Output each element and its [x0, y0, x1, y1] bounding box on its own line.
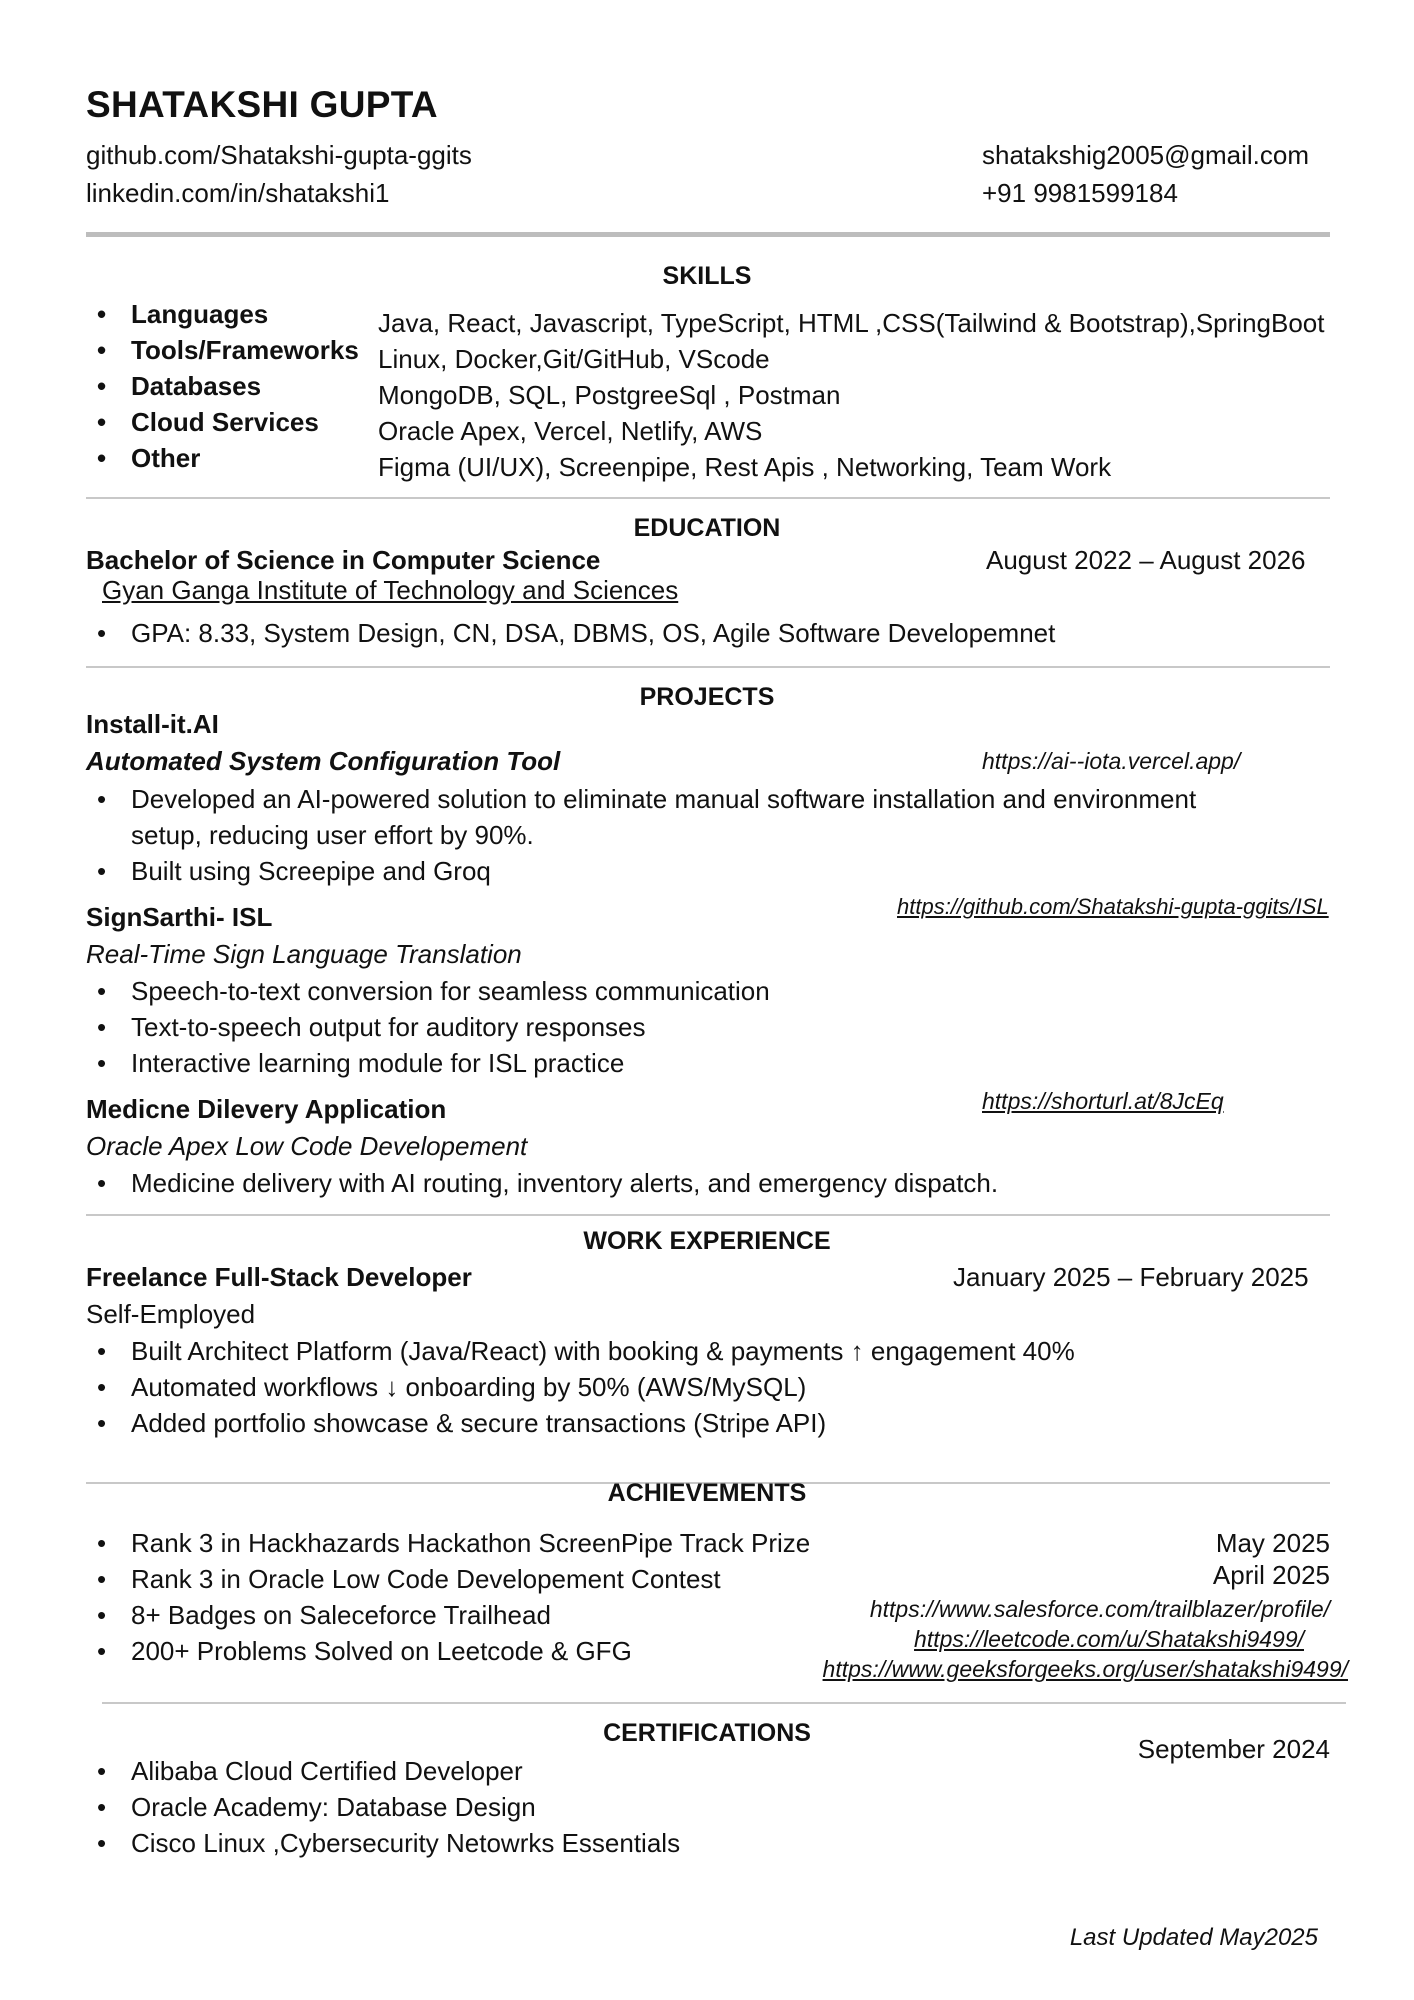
certification-date: September 2024: [1137, 1734, 1330, 1764]
education-divider: [86, 666, 1330, 668]
education-detail: • GPA: 8.33, System Design, CN, DSA, DBMS, OS, Agile Software Developemnet: [131, 618, 1055, 649]
gfg-link[interactable]: https://www.geeksforgeeks.org/user/shatakshi9499/: [822, 1656, 1348, 1682]
work-title: Freelance Full-Stack Developer: [86, 1262, 472, 1292]
skill-value-languages: Java, React, Javascript, TypeScript, HTML ,CSS(Tailwind & Bootstrap),SpringBoot: [378, 308, 1325, 338]
github-link[interactable]: github.com/Shatakshi-gupta-ggits: [86, 140, 472, 170]
project-link-install-it[interactable]: https://ai--iota.vercel.app/: [982, 748, 1241, 774]
certification-2: • Oracle Academy: Database Design: [131, 1792, 536, 1823]
achievement-3: • 8+ Badges on Saleceforce Trailhead: [131, 1600, 551, 1631]
project-bullet-medicine-1: • Medicine delivery with AI routing, inventory alerts, and emergency dispatch.: [131, 1168, 998, 1199]
skill-label-databases: • Databases: [131, 371, 261, 402]
certification-3: • Cisco Linux ,Cybersecurity Netowrks Essentials: [131, 1828, 680, 1859]
work-bullet-2: • Automated workflows ↓ onboarding by 50% (AWS/MySQL): [131, 1372, 806, 1403]
leetcode-link[interactable]: https://leetcode.com/u/Shatakshi9499/: [914, 1626, 1304, 1652]
projects-heading: PROJECTS: [639, 683, 775, 711]
phone-number: +91 9981599184: [982, 178, 1178, 208]
skill-label-cloud: • Cloud Services: [131, 407, 319, 438]
skill-label-other: • Other: [131, 443, 200, 474]
project-bullet-signsarthi-2: • Text-to-speech output for auditory responses: [131, 1012, 646, 1043]
achievement-1: • Rank 3 in Hackhazards Hackathon ScreenPipe Track Prize: [131, 1528, 810, 1559]
project-link-medicine[interactable]: https://shorturl.at/8JcEq: [982, 1088, 1224, 1114]
salesforce-link[interactable]: https://www.salesforce.com/trailblazer/profile/: [869, 1596, 1330, 1622]
skills-heading: SKILLS: [662, 262, 752, 290]
project-bullet-install-it-1b: setup, reducing user effort by 90%.: [131, 820, 534, 850]
last-updated-note: Last Updated May2025: [1069, 1924, 1318, 1951]
education-dates: August 2022 – August 2026: [986, 545, 1306, 575]
degree-title: Bachelor of Science in Computer Science: [86, 545, 601, 575]
project-subtitle-signsarthi: Real-Time Sign Language Translation: [86, 939, 522, 969]
project-bullet-signsarthi-3: • Interactive learning module for ISL practice: [131, 1048, 624, 1079]
skill-value-other: Figma (UI/UX), Screenpipe, Rest Apis , Networking, Team Work: [378, 452, 1112, 482]
linkedin-link[interactable]: linkedin.com/in/shatakshi1: [86, 178, 390, 208]
certifications-heading: CERTIFICATIONS: [603, 1719, 811, 1747]
institute-name[interactable]: Gyan Ganga Institute of Technology and Sciences: [102, 575, 679, 605]
education-heading: EDUCATION: [633, 514, 781, 542]
achievements-divider: [102, 1702, 1346, 1704]
skill-value-databases: MongoDB, SQL, PostgreeSql , Postman: [378, 380, 841, 410]
work-heading: WORK EXPERIENCE: [583, 1227, 831, 1255]
work-dates: January 2025 – February 2025: [953, 1262, 1309, 1292]
project-bullet-install-it-2: • Built using Screepipe and Groq: [131, 856, 491, 887]
certification-1: • Alibaba Cloud Certified Developer: [131, 1756, 523, 1787]
header-divider: [86, 232, 1330, 237]
achievement-1-date: May 2025: [1215, 1528, 1330, 1558]
skills-divider: [86, 497, 1330, 499]
project-title-signsarthi: SignSarthi- ISL: [86, 902, 273, 932]
achievement-2-date: April 2025: [1212, 1560, 1330, 1590]
achievement-2: • Rank 3 in Oracle Low Code Developement Contest: [131, 1564, 721, 1595]
skill-label-tools: • Tools/Frameworks: [131, 335, 359, 366]
project-link-signsarthi[interactable]: https://github.com/Shatakshi-gupta-ggits/ISL: [897, 894, 1329, 919]
project-subtitle-medicine: Oracle Apex Low Code Developement: [86, 1131, 528, 1161]
achievements-heading: ACHIEVEMENTS: [607, 1479, 807, 1507]
project-title-medicine: Medicne Dilevery Application: [86, 1094, 447, 1124]
work-bullet-3: • Added portfolio showcase & secure transactions (Stripe API): [131, 1408, 826, 1439]
candidate-name: SHATAKSHI GUPTA: [86, 84, 438, 125]
projects-divider: [86, 1214, 1330, 1216]
work-bullet-1: • Built Architect Platform (Java/React) with booking & payments ↑ engagement 40%: [131, 1336, 1075, 1367]
skill-label-languages: • Languages: [131, 299, 268, 330]
project-subtitle-install-it: Automated System Configuration Tool: [86, 746, 561, 776]
skill-value-tools: Linux, Docker,Git/GitHub, VScode: [378, 344, 770, 374]
achievement-4: • 200+ Problems Solved on Leetcode & GFG: [131, 1636, 632, 1667]
work-company: Self-Employed: [86, 1299, 256, 1329]
email-link[interactable]: shatakshig2005@gmail.com: [982, 140, 1310, 170]
project-title-install-it: Install-it.AI: [86, 709, 219, 739]
project-bullet-signsarthi-1: • Speech-to-text conversion for seamless communication: [131, 976, 770, 1007]
skill-value-cloud: Oracle Apex, Vercel, Netlify, AWS: [378, 416, 763, 446]
project-bullet-install-it-1a: • Developed an AI-powered solution to eliminate manual software installation and environment: [131, 784, 1196, 815]
